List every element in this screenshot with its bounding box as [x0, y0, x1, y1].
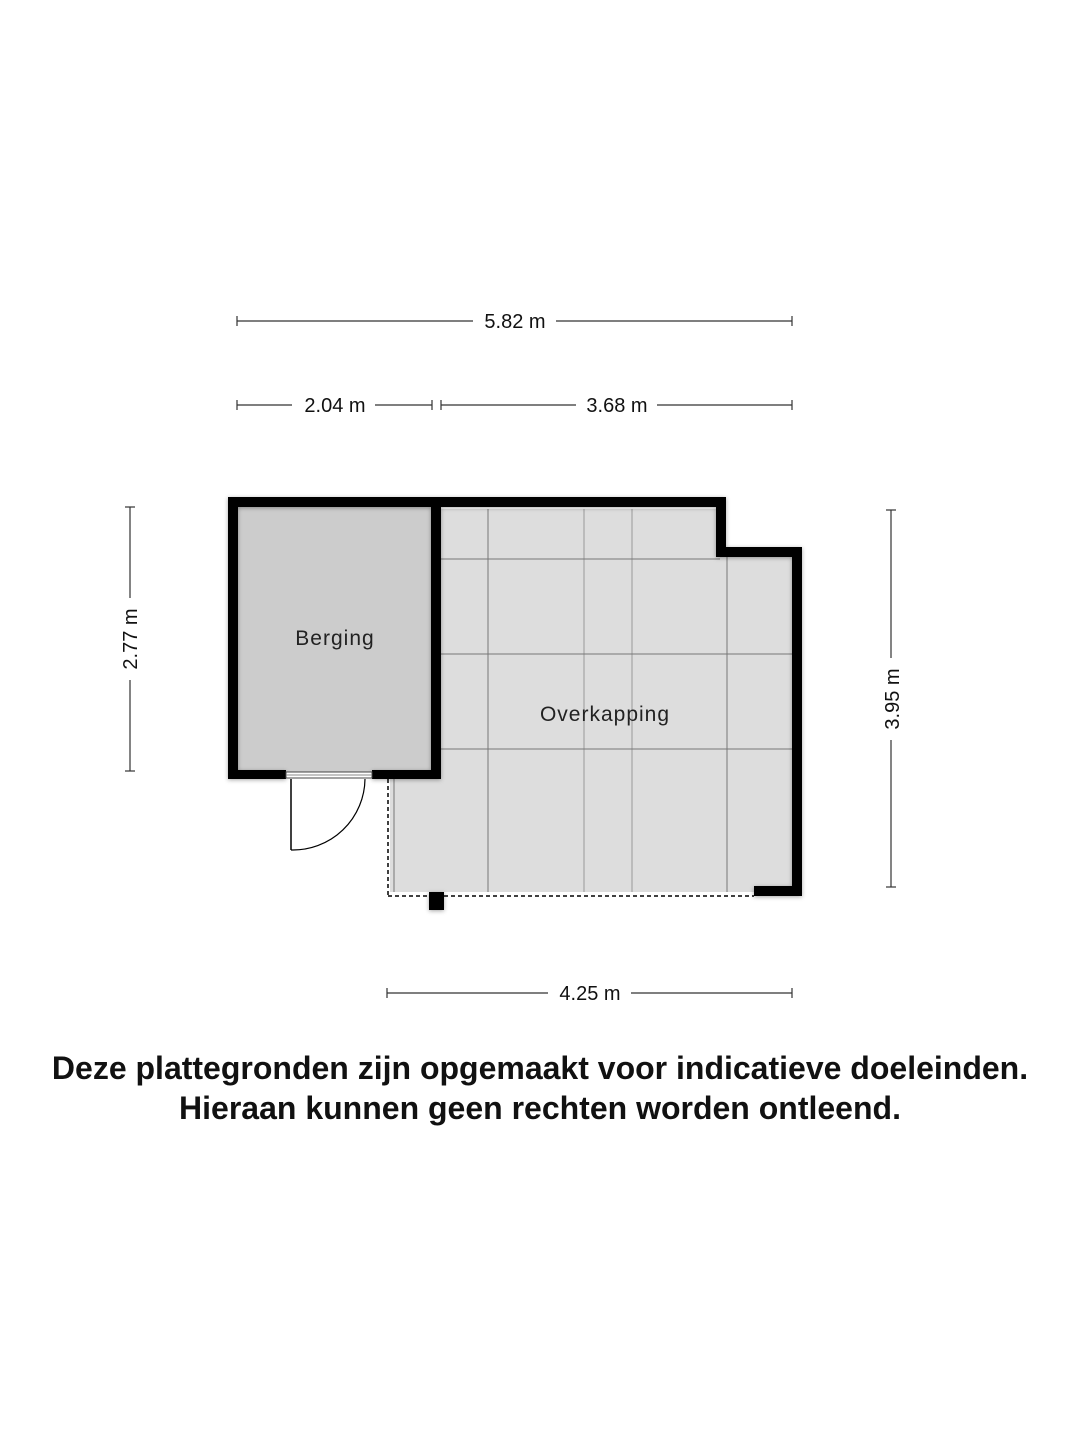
wall-right	[792, 547, 802, 896]
wall-bottom-right	[372, 770, 441, 779]
dimension-overkapping-width-label: 3.68 m	[586, 395, 648, 417]
wall-bottom-left	[228, 770, 286, 779]
disclaimer	[0, 1048, 1080, 1128]
wall-top	[228, 497, 726, 507]
dimension-total-width-label: 5.82 m	[484, 311, 546, 333]
column-post	[429, 892, 444, 910]
dimension-berging-width-label: 2.04 m	[304, 395, 366, 417]
wall-divider	[431, 497, 441, 779]
door-swing-arc	[291, 779, 365, 850]
overkapping-floor	[390, 509, 796, 892]
disclaimer-line-2: Hieraan kunnen geen rechten worden ontleend.	[179, 1090, 901, 1126]
dimension-overkapping-depth-label: 3.95 m	[882, 668, 904, 730]
wall-bottom-stub	[754, 886, 802, 896]
room-label-overkapping: Overkapping	[539, 703, 671, 726]
disclaimer-line-1: Deze plattegronden zijn opgemaakt voor indicatieve doeleinden.	[51, 1050, 1029, 1086]
dimension-front-width-label: 4.25 m	[559, 983, 621, 1005]
room-label-berging: Berging	[295, 627, 375, 650]
wall-left	[228, 497, 238, 779]
dimension-berging-depth-label: 2.77 m	[120, 608, 142, 670]
door	[286, 772, 372, 850]
wall-notch-horizontal	[716, 547, 802, 557]
